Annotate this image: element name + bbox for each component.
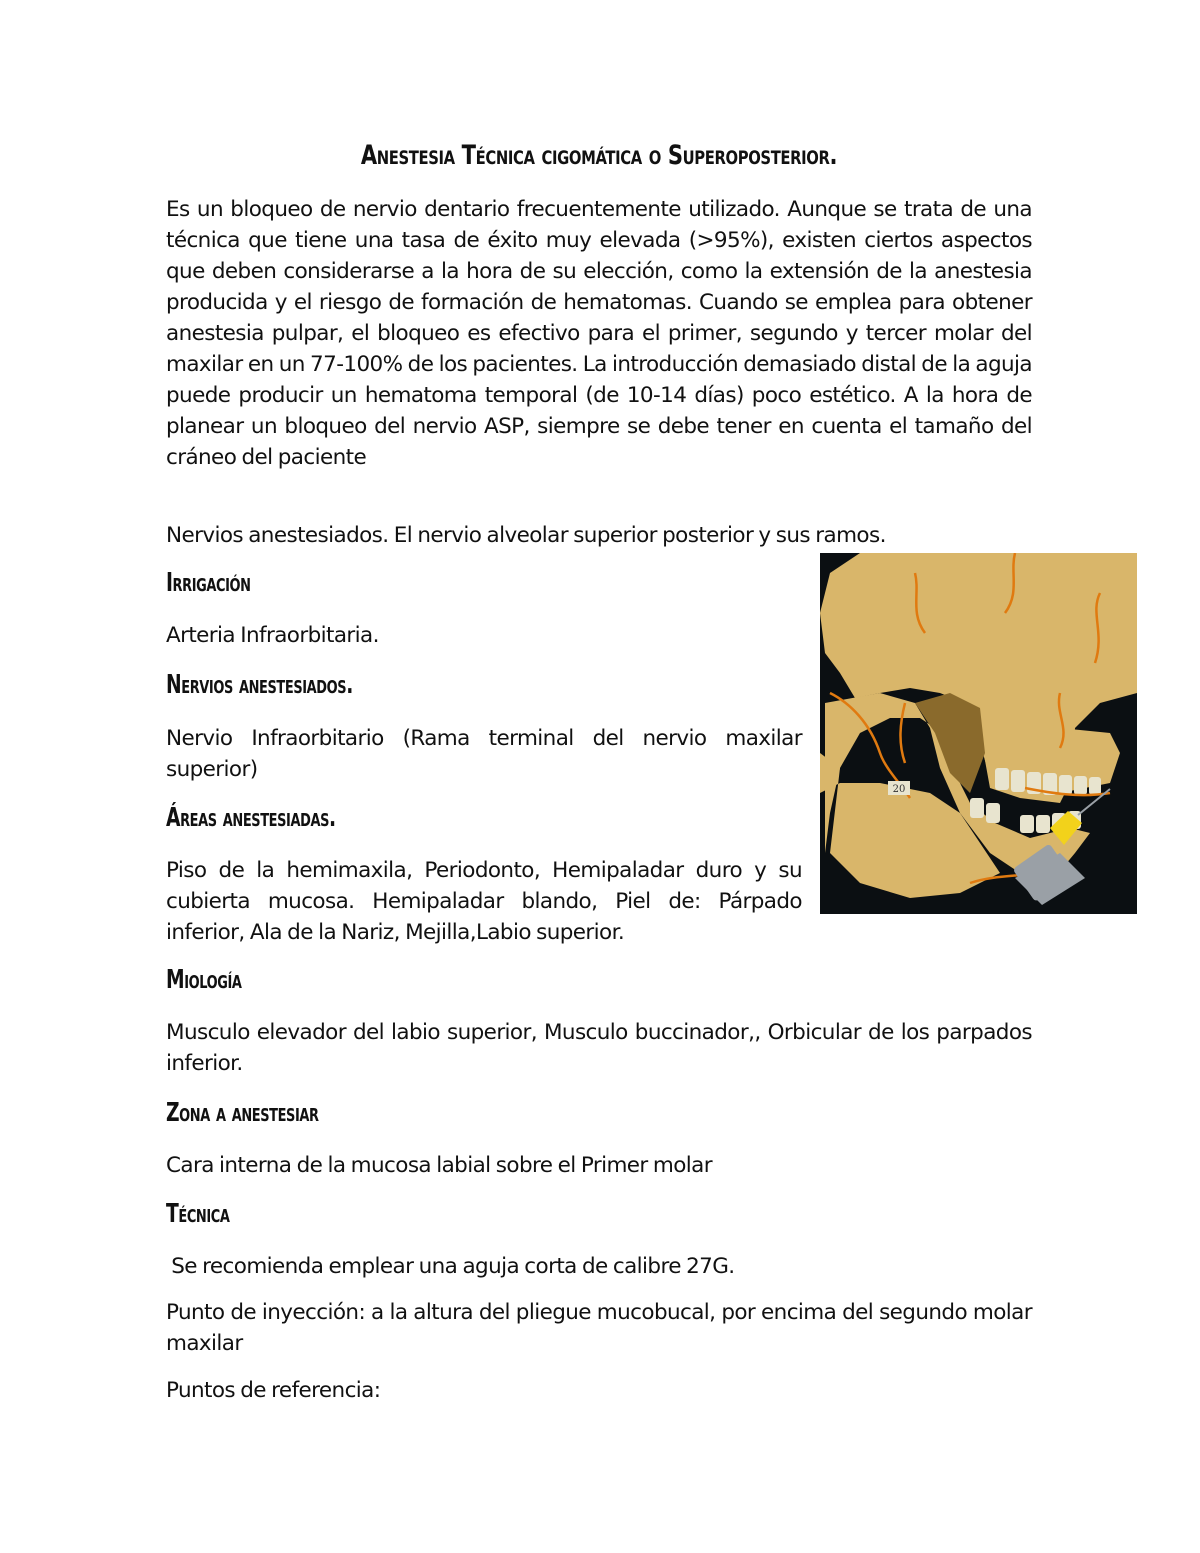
heading-miologia: Miología bbox=[166, 965, 242, 995]
heading-areas: Áreas anestesiadas. bbox=[166, 803, 336, 833]
text-irrigacion: Arteria Infraorbitaria. bbox=[166, 623, 379, 648]
text-areas: Piso de la hemimaxila, Periodonto, Hemipaladar duro y su cubierta mucosa. Hemipaladar blando, Piel de: Párpado inferior, Ala de la Nariz, Mejilla,Labio superior. bbox=[166, 858, 802, 945]
heading-irrigacion: Irrigación bbox=[166, 568, 251, 598]
text-tecnica-needle: Se recomienda emplear una aguja corta de calibre 27G. bbox=[166, 1254, 735, 1279]
skull-injection-photo bbox=[820, 553, 1137, 914]
nerves-summary: Nervios anestesiados. El nervio alveolar superior posterior y sus ramos. bbox=[166, 523, 886, 548]
text-tecnica-reference-points: Puntos de referencia: bbox=[166, 1378, 381, 1403]
text-nervios: Nervio Infraorbitario (Rama terminal del nervio maxilar superior) bbox=[166, 726, 802, 782]
document-title: Anestesia Técnica cigomática o Superoposterior. bbox=[360, 140, 838, 171]
text-zona: Cara interna de la mucosa labial sobre el Primer molar bbox=[166, 1153, 712, 1178]
intro-paragraph: Es un bloqueo de nervio dentario frecuentemente utilizado. Aunque se trata de una técnica que tiene una tasa de éxito muy elevada (>95%), existen ciertos aspectos que deben considerarse a la hora de su elección, como la extensión de la anestesia producida y el riesgo de formación de hematomas. Cuando se emplea para obtener anestesia pulpar, el bloqueo es efectivo para el primer, segundo y tercer molar del maxilar en un 77-100% de los pacientes. La introducción demasiado distal de la aguja puede producir un hematoma temporal (de 10-14 días) poco estético. A la hora de planear un bloqueo del nervio ASP, siempre se debe tener en cuenta el tamaño del cráneo del paciente bbox=[166, 197, 1032, 470]
heading-tecnica: Técnica bbox=[166, 1199, 230, 1229]
text-tecnica-injection-point: Punto de inyección: a la altura del pliegue mucobucal, por encima del segundo molar maxilar bbox=[166, 1300, 1032, 1356]
heading-nervios: Nervios anestesiados. bbox=[166, 670, 353, 700]
specimen-label-number: 20 bbox=[892, 784, 906, 795]
text-miologia: Musculo elevador del labio superior, Musculo buccinador,, Orbicular de los parpados inferior. bbox=[166, 1020, 1032, 1076]
heading-zona: Zona a anestesiar bbox=[166, 1098, 319, 1128]
